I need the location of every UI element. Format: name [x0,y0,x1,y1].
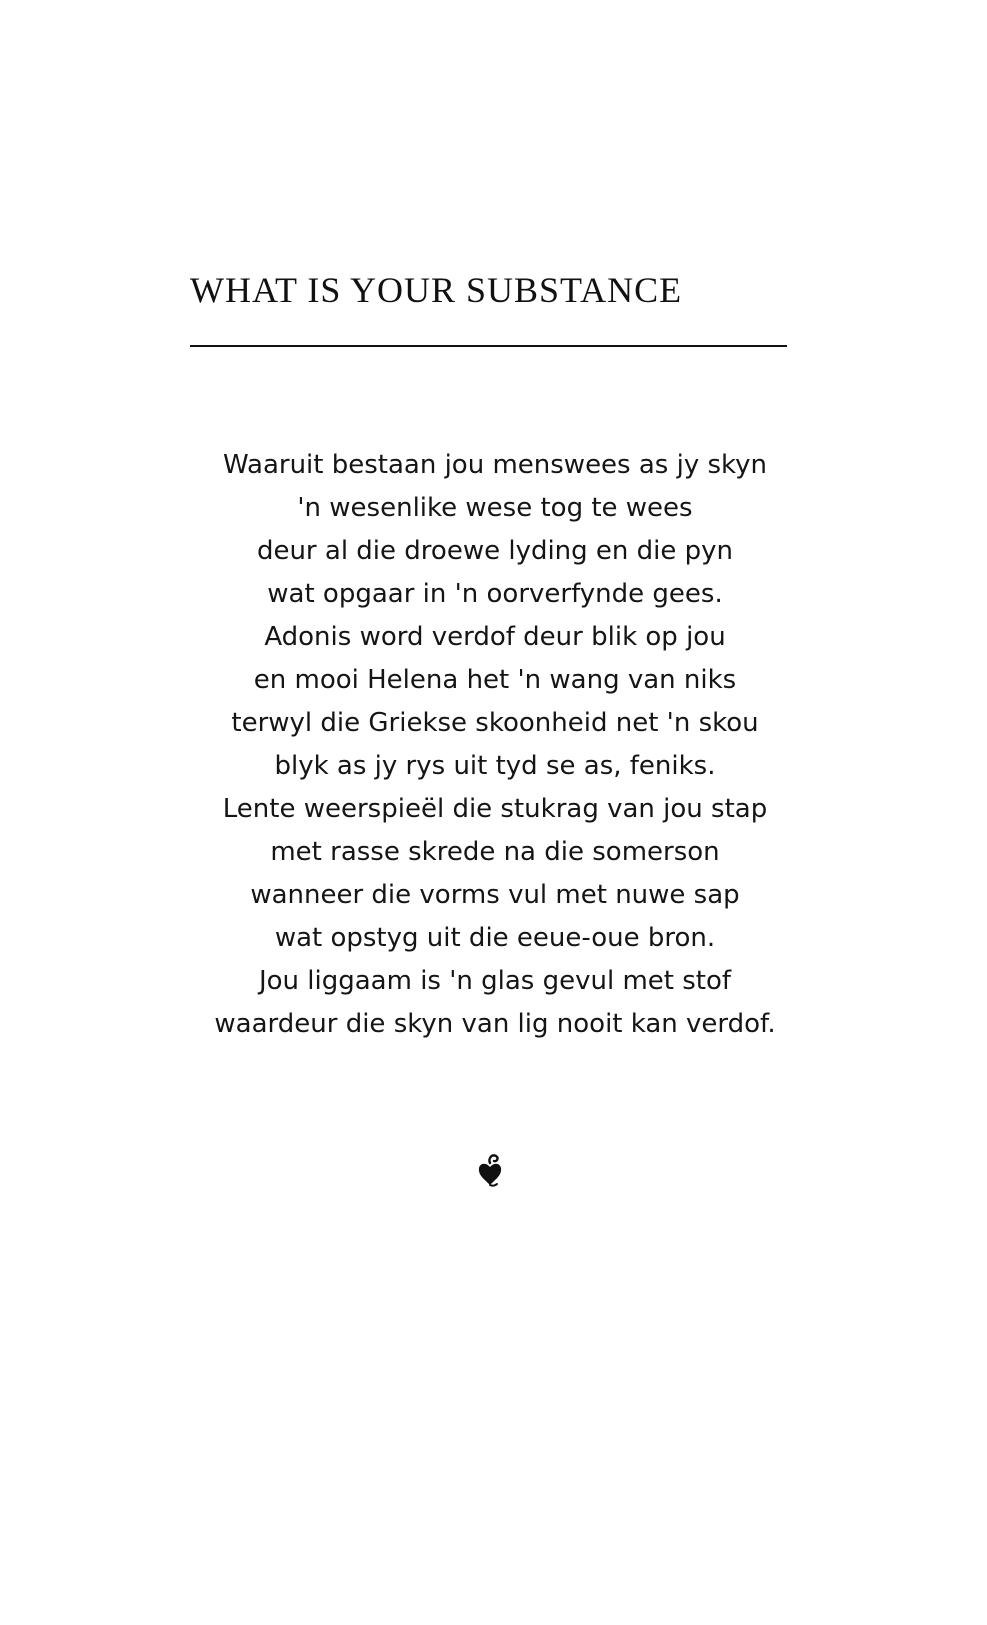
poem-line: wat opstyg uit die eeue-oue bron. [274,923,716,953]
poem-line: Jou liggaam is 'n glas gevul met stof [258,966,732,996]
poem-line: wat opgaar in 'n oorverfynde gees. [267,579,723,609]
poem-line: en mooi Helena het 'n wang van niks [253,665,737,695]
poem-line: waardeur die skyn van lig nooit kan verdof. [214,1009,776,1039]
poem-line: met rasse skrede na die somerson [270,837,720,867]
poem-line: blyk as jy rys uit tyd se as, feniks. [274,751,716,781]
poem-line: 'n wesenlike wese tog te wees [297,493,693,523]
fleuron-icon [475,1152,505,1188]
poem-line: terwyl die Griekse skoonheid net 'n skou [231,708,759,738]
poem-title: WHAT IS YOUR SUBSTANCE [190,270,683,310]
poem-line: wanneer die vorms vul met nuwe sap [250,880,740,910]
poem-line: Waaruit bestaan jou menswees as jy skyn [222,450,768,480]
title-divider [190,345,787,347]
poem-line: Lente weerspieël die stukrag van jou stap [222,794,768,824]
poem-line: Adonis word verdof deur blik op jou [264,622,726,652]
poem-line: deur al die droewe lyding en die pyn [256,536,734,566]
poem-stanza [150,444,840,1046]
